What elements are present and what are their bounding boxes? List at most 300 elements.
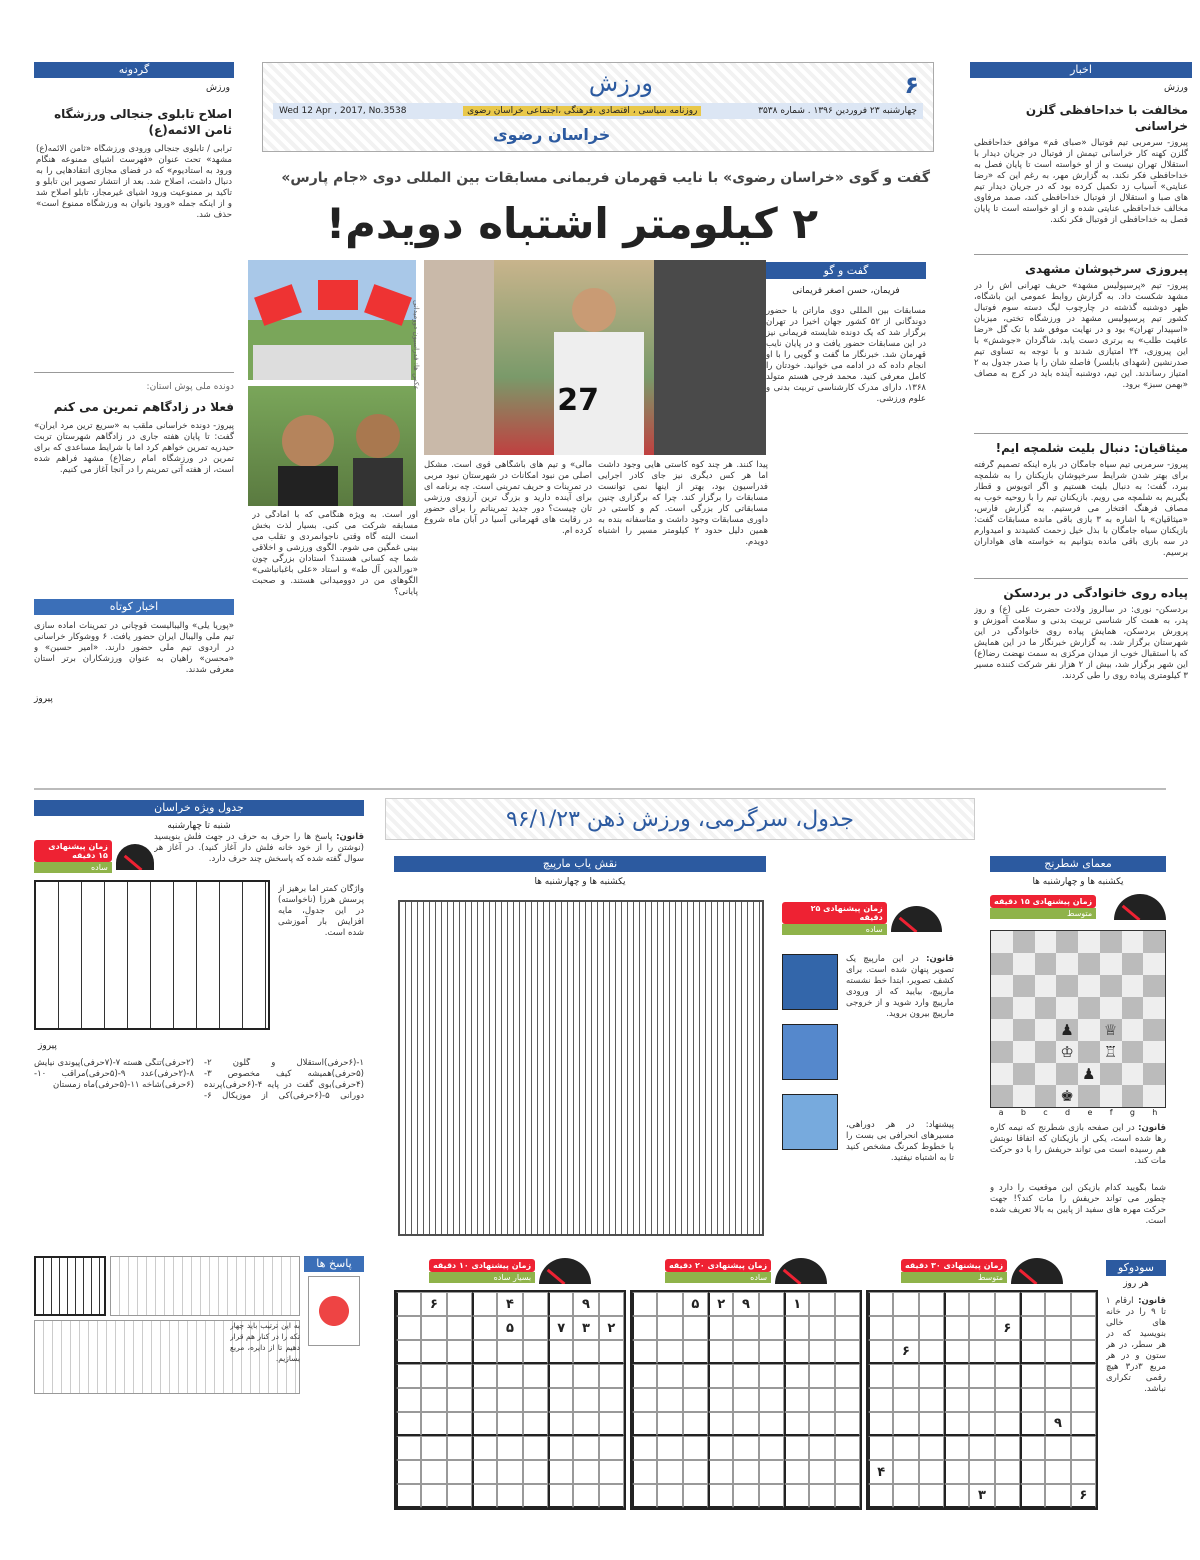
sudoku-cell[interactable] bbox=[472, 1436, 497, 1460]
sudoku-cell[interactable] bbox=[1045, 1364, 1070, 1388]
sudoku-cell[interactable] bbox=[708, 1388, 733, 1412]
sudoku-cell[interactable] bbox=[995, 1412, 1020, 1436]
sudoku-cell[interactable] bbox=[472, 1484, 497, 1508]
sudoku-cell[interactable] bbox=[759, 1316, 784, 1340]
sudoku-cell[interactable]: ۵ bbox=[497, 1316, 522, 1340]
sudoku-cell[interactable] bbox=[708, 1412, 733, 1436]
sudoku-grid[interactable] bbox=[630, 1290, 862, 1510]
sudoku-cell[interactable] bbox=[683, 1364, 708, 1388]
sudoku-cell[interactable] bbox=[784, 1484, 809, 1508]
sudoku-cell[interactable] bbox=[396, 1364, 421, 1388]
sudoku-cell[interactable] bbox=[944, 1436, 969, 1460]
sudoku-cell[interactable] bbox=[893, 1412, 918, 1436]
sudoku-cell[interactable] bbox=[759, 1340, 784, 1364]
news-body: پیروز- دونده خراسانی ملقب به «سریع ترین مرد ایران» گفت: تا پایان هفته جاری در زادگاهم شهرستان تربت حیدریه تمرین خواهم کرد اما با شرایط مساعدی که برای تمرین در ورزشگاه امام رضا(ع) مشهد فراهم شده است، از هفته آتی تمرینم را در آنجا آغاز می کنیم. bbox=[34, 421, 234, 475]
sudoku-cell[interactable] bbox=[396, 1292, 421, 1316]
sudoku-cell[interactable] bbox=[599, 1340, 624, 1364]
sudoku-cell[interactable] bbox=[733, 1436, 758, 1460]
chess-rule-title: قانون: bbox=[1138, 1123, 1166, 1133]
sudoku-cell[interactable] bbox=[835, 1484, 860, 1508]
sudoku-cell[interactable] bbox=[919, 1388, 944, 1412]
maze-example-2 bbox=[782, 1024, 838, 1080]
sudoku-cell[interactable] bbox=[1020, 1436, 1045, 1460]
sudoku-cell[interactable] bbox=[969, 1460, 994, 1484]
puzzle-banner: جدول، سرگرمی، ورزش ذهن ۹۶/۱/۲۳ bbox=[385, 798, 975, 840]
sudoku-cell[interactable] bbox=[944, 1484, 969, 1508]
sudoku-cell[interactable]: ۹ bbox=[1045, 1412, 1070, 1436]
sudoku-cell[interactable] bbox=[1045, 1292, 1070, 1316]
sudoku-cell[interactable] bbox=[919, 1292, 944, 1316]
sudoku-cell[interactable] bbox=[472, 1316, 497, 1340]
sudoku-cell[interactable] bbox=[1071, 1292, 1096, 1316]
sudoku-cell[interactable] bbox=[683, 1340, 708, 1364]
sudoku-cell[interactable] bbox=[784, 1364, 809, 1388]
timer-dial-icon bbox=[116, 844, 154, 870]
sudoku-cell[interactable] bbox=[523, 1364, 548, 1388]
sudoku-cell[interactable] bbox=[1020, 1388, 1045, 1412]
white-queen-icon[interactable]: ♕ bbox=[1100, 1019, 1122, 1041]
sudoku-cell[interactable]: ۹ bbox=[733, 1292, 758, 1316]
sudoku-cell[interactable] bbox=[573, 1340, 598, 1364]
sudoku-cell[interactable] bbox=[733, 1388, 758, 1412]
sudoku-cell[interactable] bbox=[447, 1388, 472, 1412]
sudoku-cell[interactable] bbox=[599, 1292, 624, 1316]
sudoku-cell[interactable] bbox=[708, 1316, 733, 1340]
sudoku-cell[interactable] bbox=[1020, 1340, 1045, 1364]
sudoku-cell[interactable] bbox=[868, 1316, 893, 1340]
sudoku-cell[interactable] bbox=[683, 1460, 708, 1484]
sudoku-cell[interactable] bbox=[835, 1292, 860, 1316]
timer-value: زمان پیشنهادی ۲۵ دقیقه bbox=[782, 902, 887, 924]
right-section-sub: ورزش bbox=[1163, 83, 1188, 93]
sudoku-cell[interactable] bbox=[447, 1316, 472, 1340]
sudoku-cell[interactable] bbox=[599, 1460, 624, 1484]
sudoku-cell[interactable] bbox=[573, 1484, 598, 1508]
timer-dial-icon bbox=[1011, 1258, 1063, 1284]
sudoku-cell[interactable] bbox=[421, 1460, 446, 1484]
sudoku-cell[interactable] bbox=[548, 1388, 573, 1412]
sudoku-cell[interactable] bbox=[733, 1460, 758, 1484]
sudoku-cell[interactable] bbox=[733, 1484, 758, 1508]
sudoku-cell[interactable] bbox=[835, 1436, 860, 1460]
sudoku-cell[interactable] bbox=[784, 1460, 809, 1484]
photo-caption: عکس ها: فدراسیون دوومیدانی bbox=[412, 300, 420, 391]
sudoku-cell[interactable] bbox=[835, 1388, 860, 1412]
maze-rule bbox=[846, 954, 954, 1114]
sudoku-cell[interactable] bbox=[632, 1436, 657, 1460]
sudoku-cell[interactable] bbox=[447, 1412, 472, 1436]
sudoku-cell[interactable] bbox=[868, 1388, 893, 1412]
sudoku-cell[interactable] bbox=[523, 1484, 548, 1508]
sudoku-cell[interactable]: ۲ bbox=[599, 1316, 624, 1340]
sudoku-cell[interactable] bbox=[759, 1460, 784, 1484]
sudoku-cell[interactable] bbox=[657, 1436, 682, 1460]
sudoku-cell[interactable] bbox=[632, 1412, 657, 1436]
sudoku-cell[interactable] bbox=[632, 1364, 657, 1388]
sudoku-cell[interactable] bbox=[396, 1484, 421, 1508]
sudoku-cell[interactable] bbox=[497, 1460, 522, 1484]
sudoku-cell[interactable] bbox=[421, 1340, 446, 1364]
sudoku-cell[interactable] bbox=[944, 1316, 969, 1340]
sudoku-cell[interactable] bbox=[683, 1388, 708, 1412]
sudoku-cell[interactable] bbox=[893, 1460, 918, 1484]
sudoku-cell[interactable] bbox=[868, 1292, 893, 1316]
sudoku-cell[interactable] bbox=[1020, 1292, 1045, 1316]
timer-value: زمان پیشنهادی ۲۰ دقیقه bbox=[665, 1259, 771, 1272]
left-column bbox=[34, 62, 234, 782]
sudoku-cell[interactable] bbox=[472, 1460, 497, 1484]
sudoku-cell[interactable] bbox=[472, 1388, 497, 1412]
news-title[interactable]: مخالفت با خداحافظی گلزن خراسانی bbox=[1025, 103, 1188, 133]
sudoku-cell[interactable] bbox=[784, 1388, 809, 1412]
sudoku-cell[interactable] bbox=[1071, 1412, 1096, 1436]
sudoku-cell[interactable] bbox=[472, 1412, 497, 1436]
white-king-icon[interactable]: ♔ bbox=[1056, 1041, 1078, 1063]
maze-rule-title: قانون: bbox=[926, 954, 954, 964]
sudoku-cell[interactable] bbox=[396, 1412, 421, 1436]
timer-dial-icon bbox=[891, 906, 942, 932]
sudoku-cell[interactable] bbox=[1020, 1316, 1045, 1340]
sudoku-cell[interactable] bbox=[447, 1460, 472, 1484]
news-body: ترابی / تابلوی جنجالی ورودی ورزشگاه «ثامن الائمه(ع) مشهد» تحت عنوان «فهرست اشیای ممنوعه هنگام ورود به استادیوم» که در فضای مجازی انتقادهایی را به دنبال داشت، اصلاح شد. بعد از انتشار تصویر این تابلو و تاکید بر ممنوعیت ورود اشیای غیرمجاز، تابلو اصلاح شد و از اینکه جمله «ورود بانوان به ورزشگاه ممنوع است» حذف شد. bbox=[36, 144, 232, 220]
sudoku-cell[interactable]: ۲ bbox=[708, 1292, 733, 1316]
sudoku-cell[interactable] bbox=[1045, 1316, 1070, 1340]
sudoku-cell[interactable] bbox=[447, 1292, 472, 1316]
sudoku-cell[interactable] bbox=[683, 1316, 708, 1340]
timer-level: ساده bbox=[34, 862, 112, 873]
sudoku-cell[interactable] bbox=[1045, 1484, 1070, 1508]
sudoku-cell[interactable] bbox=[809, 1292, 834, 1316]
sudoku-cell[interactable] bbox=[632, 1388, 657, 1412]
sudoku-cell[interactable] bbox=[683, 1484, 708, 1508]
sudoku-cell[interactable] bbox=[809, 1364, 834, 1388]
sudoku-cell[interactable] bbox=[683, 1412, 708, 1436]
news-body: بردسکن- نوری: در سالروز ولادت حضرت علی (ع) و روز پدر، به همت کار شناسی تربیت بدنی و سلامت آموزش و پرورش بردسکن، همایش پیاده روی خانوادگی در این شهرستان برگزار شد. به گزارش خبرنگار ما در این همایش که با استقبال خوب از میدان مرکزی به سمت نهضت رضا(ع) این شهر برگزار شد، بیش از ۲ هزار نفر شرکت کننده مسیر ۳ کیلومتری پیاده روی را طی کردند. bbox=[974, 605, 1188, 681]
sudoku-cell[interactable] bbox=[1020, 1364, 1045, 1388]
sudoku-cell[interactable] bbox=[421, 1412, 446, 1436]
sudoku-cell[interactable] bbox=[472, 1364, 497, 1388]
chess-timer bbox=[990, 894, 1166, 920]
sudoku-cell[interactable] bbox=[548, 1484, 573, 1508]
interview-box-label: گفت و گو bbox=[766, 262, 926, 279]
sudoku-rule-title: قانون: bbox=[1138, 1296, 1166, 1306]
sudoku-cell[interactable] bbox=[835, 1316, 860, 1340]
sudoku-cell[interactable] bbox=[868, 1484, 893, 1508]
sudoku-cell[interactable] bbox=[523, 1292, 548, 1316]
sudoku-cell[interactable] bbox=[497, 1388, 522, 1412]
answers-note: به این ترتیب باید چهار تکه را در کنار هم قرار دهیم تا از دایره، مربع بسازیم. bbox=[230, 1321, 300, 1363]
timer-value: زمان پیشنهادی ۱۰ دقیقه bbox=[429, 1259, 535, 1272]
sudoku-cell[interactable] bbox=[497, 1364, 522, 1388]
sudoku-cell[interactable]: ۴ bbox=[868, 1460, 893, 1484]
article-kicker: گفت و گوی «خراسان رضوی» با نایب قهرمان فریمانی مسابقات بین المللی دوی «جام پارس» bbox=[281, 170, 930, 186]
sudoku-cell[interactable] bbox=[919, 1340, 944, 1364]
sudoku-cell[interactable] bbox=[969, 1316, 994, 1340]
sudoku-cell[interactable] bbox=[893, 1316, 918, 1340]
sudoku-cell[interactable] bbox=[548, 1364, 573, 1388]
sudoku-cell[interactable] bbox=[944, 1340, 969, 1364]
sudoku-cell[interactable]: ۴ bbox=[497, 1292, 522, 1316]
sudoku-cell[interactable] bbox=[893, 1484, 918, 1508]
sudoku-cell[interactable] bbox=[657, 1292, 682, 1316]
sudoku-cell[interactable] bbox=[599, 1484, 624, 1508]
sudoku-cell[interactable] bbox=[599, 1388, 624, 1412]
sudoku-cell[interactable]: ۶ bbox=[421, 1292, 446, 1316]
sudoku-cell[interactable] bbox=[1071, 1388, 1096, 1412]
sudoku-cell[interactable] bbox=[893, 1292, 918, 1316]
sudoku-cell[interactable] bbox=[523, 1340, 548, 1364]
sudoku-cell[interactable] bbox=[708, 1460, 733, 1484]
sudoku-cell[interactable] bbox=[868, 1412, 893, 1436]
sudoku-cell[interactable] bbox=[573, 1388, 598, 1412]
sudoku-cell[interactable] bbox=[944, 1364, 969, 1388]
sudoku-cell[interactable] bbox=[472, 1340, 497, 1364]
issue-date-en: Wed 12 Apr , 2017, No.3538 bbox=[279, 106, 407, 116]
sudoku-cell[interactable] bbox=[573, 1364, 598, 1388]
sudoku-cell[interactable] bbox=[573, 1412, 598, 1436]
sudoku-cell[interactable] bbox=[995, 1364, 1020, 1388]
sudoku-cell[interactable] bbox=[809, 1412, 834, 1436]
sudoku-cell[interactable] bbox=[733, 1316, 758, 1340]
sudoku-cell[interactable] bbox=[919, 1484, 944, 1508]
runner-illustration bbox=[424, 260, 766, 455]
sudoku-cell[interactable] bbox=[868, 1364, 893, 1388]
sudoku-cell[interactable] bbox=[919, 1316, 944, 1340]
sudoku-cell[interactable] bbox=[632, 1340, 657, 1364]
sudoku-cell[interactable] bbox=[396, 1436, 421, 1460]
sudoku-timer bbox=[394, 1258, 626, 1284]
sudoku-cell[interactable] bbox=[919, 1412, 944, 1436]
sudoku-cell[interactable] bbox=[733, 1340, 758, 1364]
sudoku-cell[interactable]: ۳ bbox=[573, 1316, 598, 1340]
sudoku-cell[interactable] bbox=[969, 1292, 994, 1316]
sudoku-cell[interactable] bbox=[733, 1364, 758, 1388]
sudoku-cell[interactable] bbox=[1071, 1316, 1096, 1340]
sudoku-cell[interactable] bbox=[944, 1388, 969, 1412]
timer-value: زمان پیشنهادی ۱۵ دقیقه bbox=[34, 840, 112, 862]
sudoku-cell[interactable]: ۶ bbox=[995, 1316, 1020, 1340]
sudoku-cell[interactable] bbox=[759, 1292, 784, 1316]
sudoku-cell[interactable] bbox=[573, 1460, 598, 1484]
sudoku-cell[interactable] bbox=[1071, 1436, 1096, 1460]
main-photo bbox=[424, 260, 766, 455]
sudoku-cell[interactable] bbox=[759, 1388, 784, 1412]
sudoku-cell[interactable] bbox=[657, 1484, 682, 1508]
sudoku-cell[interactable] bbox=[497, 1484, 522, 1508]
sudoku-cell[interactable] bbox=[421, 1436, 446, 1460]
sudoku-cell[interactable] bbox=[683, 1436, 708, 1460]
chess-header: معمای شطرنج bbox=[990, 856, 1166, 872]
sudoku-cell[interactable] bbox=[784, 1316, 809, 1340]
sudoku-cell[interactable] bbox=[809, 1436, 834, 1460]
sudoku-cell[interactable] bbox=[944, 1460, 969, 1484]
sudoku-cell[interactable] bbox=[632, 1460, 657, 1484]
sudoku-cell[interactable] bbox=[809, 1388, 834, 1412]
maze-grid[interactable] bbox=[398, 900, 764, 1236]
sudoku-cell[interactable] bbox=[759, 1484, 784, 1508]
sudoku-cell[interactable] bbox=[523, 1412, 548, 1436]
sudoku-cell[interactable] bbox=[1071, 1340, 1096, 1364]
crossword-grid[interactable] bbox=[34, 880, 270, 1030]
sudoku-cell[interactable] bbox=[868, 1340, 893, 1364]
sudoku-cell[interactable] bbox=[599, 1364, 624, 1388]
black-pawn-icon[interactable]: ♟ bbox=[1056, 1019, 1078, 1041]
sudoku-cell[interactable] bbox=[657, 1340, 682, 1364]
sudoku-cell[interactable] bbox=[919, 1364, 944, 1388]
sudoku-cell[interactable] bbox=[1045, 1340, 1070, 1364]
sudoku-cell[interactable] bbox=[548, 1340, 573, 1364]
sudoku-cell[interactable] bbox=[447, 1436, 472, 1460]
sudoku-cell[interactable] bbox=[396, 1388, 421, 1412]
sudoku-cell[interactable]: ۵ bbox=[683, 1292, 708, 1316]
sudoku-grid[interactable] bbox=[866, 1290, 1098, 1510]
sudoku-cell[interactable] bbox=[632, 1484, 657, 1508]
sudoku-cell[interactable] bbox=[708, 1340, 733, 1364]
sudoku-cell[interactable] bbox=[969, 1412, 994, 1436]
sudoku-cell[interactable]: ۹ bbox=[573, 1292, 598, 1316]
sudoku-cell[interactable] bbox=[396, 1340, 421, 1364]
sudoku-cell[interactable] bbox=[995, 1460, 1020, 1484]
sudoku-cell[interactable]: ۶ bbox=[1071, 1484, 1096, 1508]
sudoku-cell[interactable] bbox=[809, 1316, 834, 1340]
sudoku-cell[interactable] bbox=[969, 1364, 994, 1388]
sudoku-cell[interactable] bbox=[708, 1436, 733, 1460]
maze-sub: یکشنبه ها و چهارشنبه ها bbox=[534, 877, 626, 887]
sudoku-grid[interactable] bbox=[394, 1290, 626, 1510]
sudoku-cell[interactable] bbox=[657, 1460, 682, 1484]
sudoku-cell[interactable] bbox=[599, 1412, 624, 1436]
sudoku-cell[interactable] bbox=[421, 1316, 446, 1340]
sudoku-cell[interactable] bbox=[632, 1316, 657, 1340]
sudoku-cell[interactable] bbox=[995, 1340, 1020, 1364]
sudoku-cell[interactable] bbox=[1045, 1388, 1070, 1412]
news-title[interactable]: فعلا در زادگاهم تمرین می کنم bbox=[53, 400, 234, 414]
sudoku-cell[interactable] bbox=[1020, 1484, 1045, 1508]
news-title[interactable]: پیاده روی خانوادگی در بردسکن bbox=[1003, 586, 1188, 600]
sudoku-cell[interactable] bbox=[523, 1460, 548, 1484]
sudoku-cell[interactable] bbox=[548, 1412, 573, 1436]
answer-grid-1 bbox=[34, 1256, 106, 1316]
sudoku-cell[interactable] bbox=[548, 1460, 573, 1484]
sudoku-cell[interactable] bbox=[809, 1484, 834, 1508]
crossword-clues: ۱-(۶حرفی)استقلال و گلون ۲-(۵حرفی)همیشه کیف مخصوص ۳-(۴حرفی)بوی گفت در پایه ۴-(۶حرفی)پرنده دورانی ۵-(۶حرفی)کی از موزیکال ۶-(۲حرفی)تنگی هسته ۷-(۷حرفی)پیوندی نیایش ۸-(۲حرفی)عدد ۹-(۵حرفی)مراقب ۱۰-(۶حرفی)شاخه ۱۱-(۵حرفی)ماه زمستان bbox=[34, 1058, 364, 1101]
sudoku-cell[interactable]: ۷ bbox=[548, 1316, 573, 1340]
sudoku-cell[interactable] bbox=[472, 1292, 497, 1316]
sudoku-cell[interactable] bbox=[396, 1316, 421, 1340]
sudoku-cell[interactable] bbox=[599, 1436, 624, 1460]
sudoku-cell[interactable] bbox=[421, 1484, 446, 1508]
sudoku-cell[interactable] bbox=[893, 1436, 918, 1460]
sudoku-cell[interactable] bbox=[919, 1460, 944, 1484]
sudoku-cell[interactable] bbox=[759, 1436, 784, 1460]
sudoku-cell[interactable] bbox=[835, 1364, 860, 1388]
sudoku-cell[interactable] bbox=[497, 1436, 522, 1460]
sudoku-cell[interactable] bbox=[1045, 1436, 1070, 1460]
sudoku-cell[interactable] bbox=[733, 1412, 758, 1436]
sudoku-cell[interactable] bbox=[759, 1412, 784, 1436]
sudoku-cell[interactable] bbox=[995, 1436, 1020, 1460]
sudoku-cell[interactable] bbox=[995, 1388, 1020, 1412]
sudoku-cell[interactable] bbox=[548, 1436, 573, 1460]
sudoku-cell[interactable] bbox=[969, 1436, 994, 1460]
sudoku-cell[interactable] bbox=[421, 1388, 446, 1412]
sudoku-cell[interactable] bbox=[995, 1484, 1020, 1508]
left-section-sub: ورزش bbox=[205, 83, 230, 93]
sudoku-cell[interactable] bbox=[447, 1340, 472, 1364]
sudoku-cell[interactable] bbox=[1020, 1460, 1045, 1484]
sudoku-cell[interactable] bbox=[523, 1316, 548, 1340]
sudoku-cell[interactable] bbox=[396, 1460, 421, 1484]
sudoku-cell[interactable] bbox=[944, 1292, 969, 1316]
sudoku-cell[interactable] bbox=[657, 1412, 682, 1436]
sudoku-cell[interactable] bbox=[835, 1460, 860, 1484]
sudoku-cell[interactable] bbox=[708, 1484, 733, 1508]
sudoku-cell[interactable] bbox=[784, 1436, 809, 1460]
sudoku-cell[interactable] bbox=[523, 1388, 548, 1412]
sudoku-cell[interactable] bbox=[893, 1364, 918, 1388]
sudoku-cell[interactable] bbox=[969, 1340, 994, 1364]
sudoku-cell[interactable] bbox=[497, 1412, 522, 1436]
timer-level: متوسط bbox=[990, 908, 1096, 919]
sudoku-cell[interactable] bbox=[759, 1364, 784, 1388]
sudoku-cell[interactable] bbox=[944, 1412, 969, 1436]
sudoku-cell[interactable] bbox=[835, 1412, 860, 1436]
sudoku-cell[interactable] bbox=[1020, 1412, 1045, 1436]
sudoku-cell[interactable] bbox=[809, 1460, 834, 1484]
sudoku-cell[interactable] bbox=[784, 1412, 809, 1436]
black-king-icon[interactable]: ♚ bbox=[1056, 1085, 1078, 1107]
answers-header: پاسخ ها bbox=[304, 1256, 364, 1272]
news-title[interactable]: پیروزی سرخپوشان مشهدی bbox=[1025, 262, 1188, 276]
sudoku-cell[interactable] bbox=[784, 1340, 809, 1364]
sudoku-cell[interactable] bbox=[893, 1388, 918, 1412]
sudoku-cell[interactable] bbox=[919, 1436, 944, 1460]
maze-section bbox=[394, 856, 956, 1246]
sudoku-cell[interactable] bbox=[447, 1364, 472, 1388]
sudoku-cell[interactable] bbox=[632, 1292, 657, 1316]
sudoku-cell[interactable] bbox=[573, 1436, 598, 1460]
chess-board[interactable] bbox=[990, 930, 1166, 1108]
portrait-photo bbox=[248, 386, 416, 506]
sudoku-cell[interactable] bbox=[657, 1388, 682, 1412]
sudoku-cell[interactable] bbox=[809, 1340, 834, 1364]
sudoku-cell[interactable] bbox=[447, 1484, 472, 1508]
left-section-header: گردونه bbox=[34, 62, 234, 78]
sudoku-cell[interactable] bbox=[835, 1340, 860, 1364]
sudoku-cell[interactable]: ۱ bbox=[784, 1292, 809, 1316]
article-column: مالی» و تیم های باشگاهی قوی است. مشکل اصلی من نبود امکانات در شهرستان نبود مربی در تمرینات و حریف تمرینی است. چه برنامه ای برای آینده دارید و بزرگ ترین آرزوی ورزشی تان چیست؟ دور جدید تمریناتم را برای حضور در رقابت های قهرمانی آسیا در آبان ماه شروع کرده ام. bbox=[424, 460, 592, 536]
sudoku-cell[interactable] bbox=[1071, 1364, 1096, 1388]
black-pawn-icon[interactable]: ♟ bbox=[1078, 1063, 1100, 1085]
sudoku-cell[interactable] bbox=[708, 1364, 733, 1388]
sudoku-cell[interactable] bbox=[1045, 1460, 1070, 1484]
white-rook-icon[interactable]: ♖ bbox=[1100, 1041, 1122, 1063]
sudoku-cell[interactable] bbox=[969, 1388, 994, 1412]
sudoku-cell[interactable]: ۳ bbox=[969, 1484, 994, 1508]
sudoku-cell[interactable] bbox=[523, 1436, 548, 1460]
sudoku-cell[interactable] bbox=[657, 1316, 682, 1340]
sudoku-cell[interactable] bbox=[657, 1364, 682, 1388]
sudoku-cell[interactable]: ۶ bbox=[893, 1340, 918, 1364]
sudoku-cell[interactable] bbox=[421, 1364, 446, 1388]
sudoku-cell[interactable] bbox=[497, 1340, 522, 1364]
sudoku-cell[interactable] bbox=[995, 1292, 1020, 1316]
sudoku-cell[interactable] bbox=[1071, 1460, 1096, 1484]
sudoku-cell[interactable] bbox=[868, 1436, 893, 1460]
news-title[interactable]: اصلاح تابلوی جنجالی ورزشگاه ثامن الائمه(ع) bbox=[54, 107, 232, 137]
news-title[interactable]: میثاقیان: دنبال بلیت شلمچه ایم! bbox=[995, 441, 1188, 455]
sudoku-cell[interactable] bbox=[548, 1292, 573, 1316]
